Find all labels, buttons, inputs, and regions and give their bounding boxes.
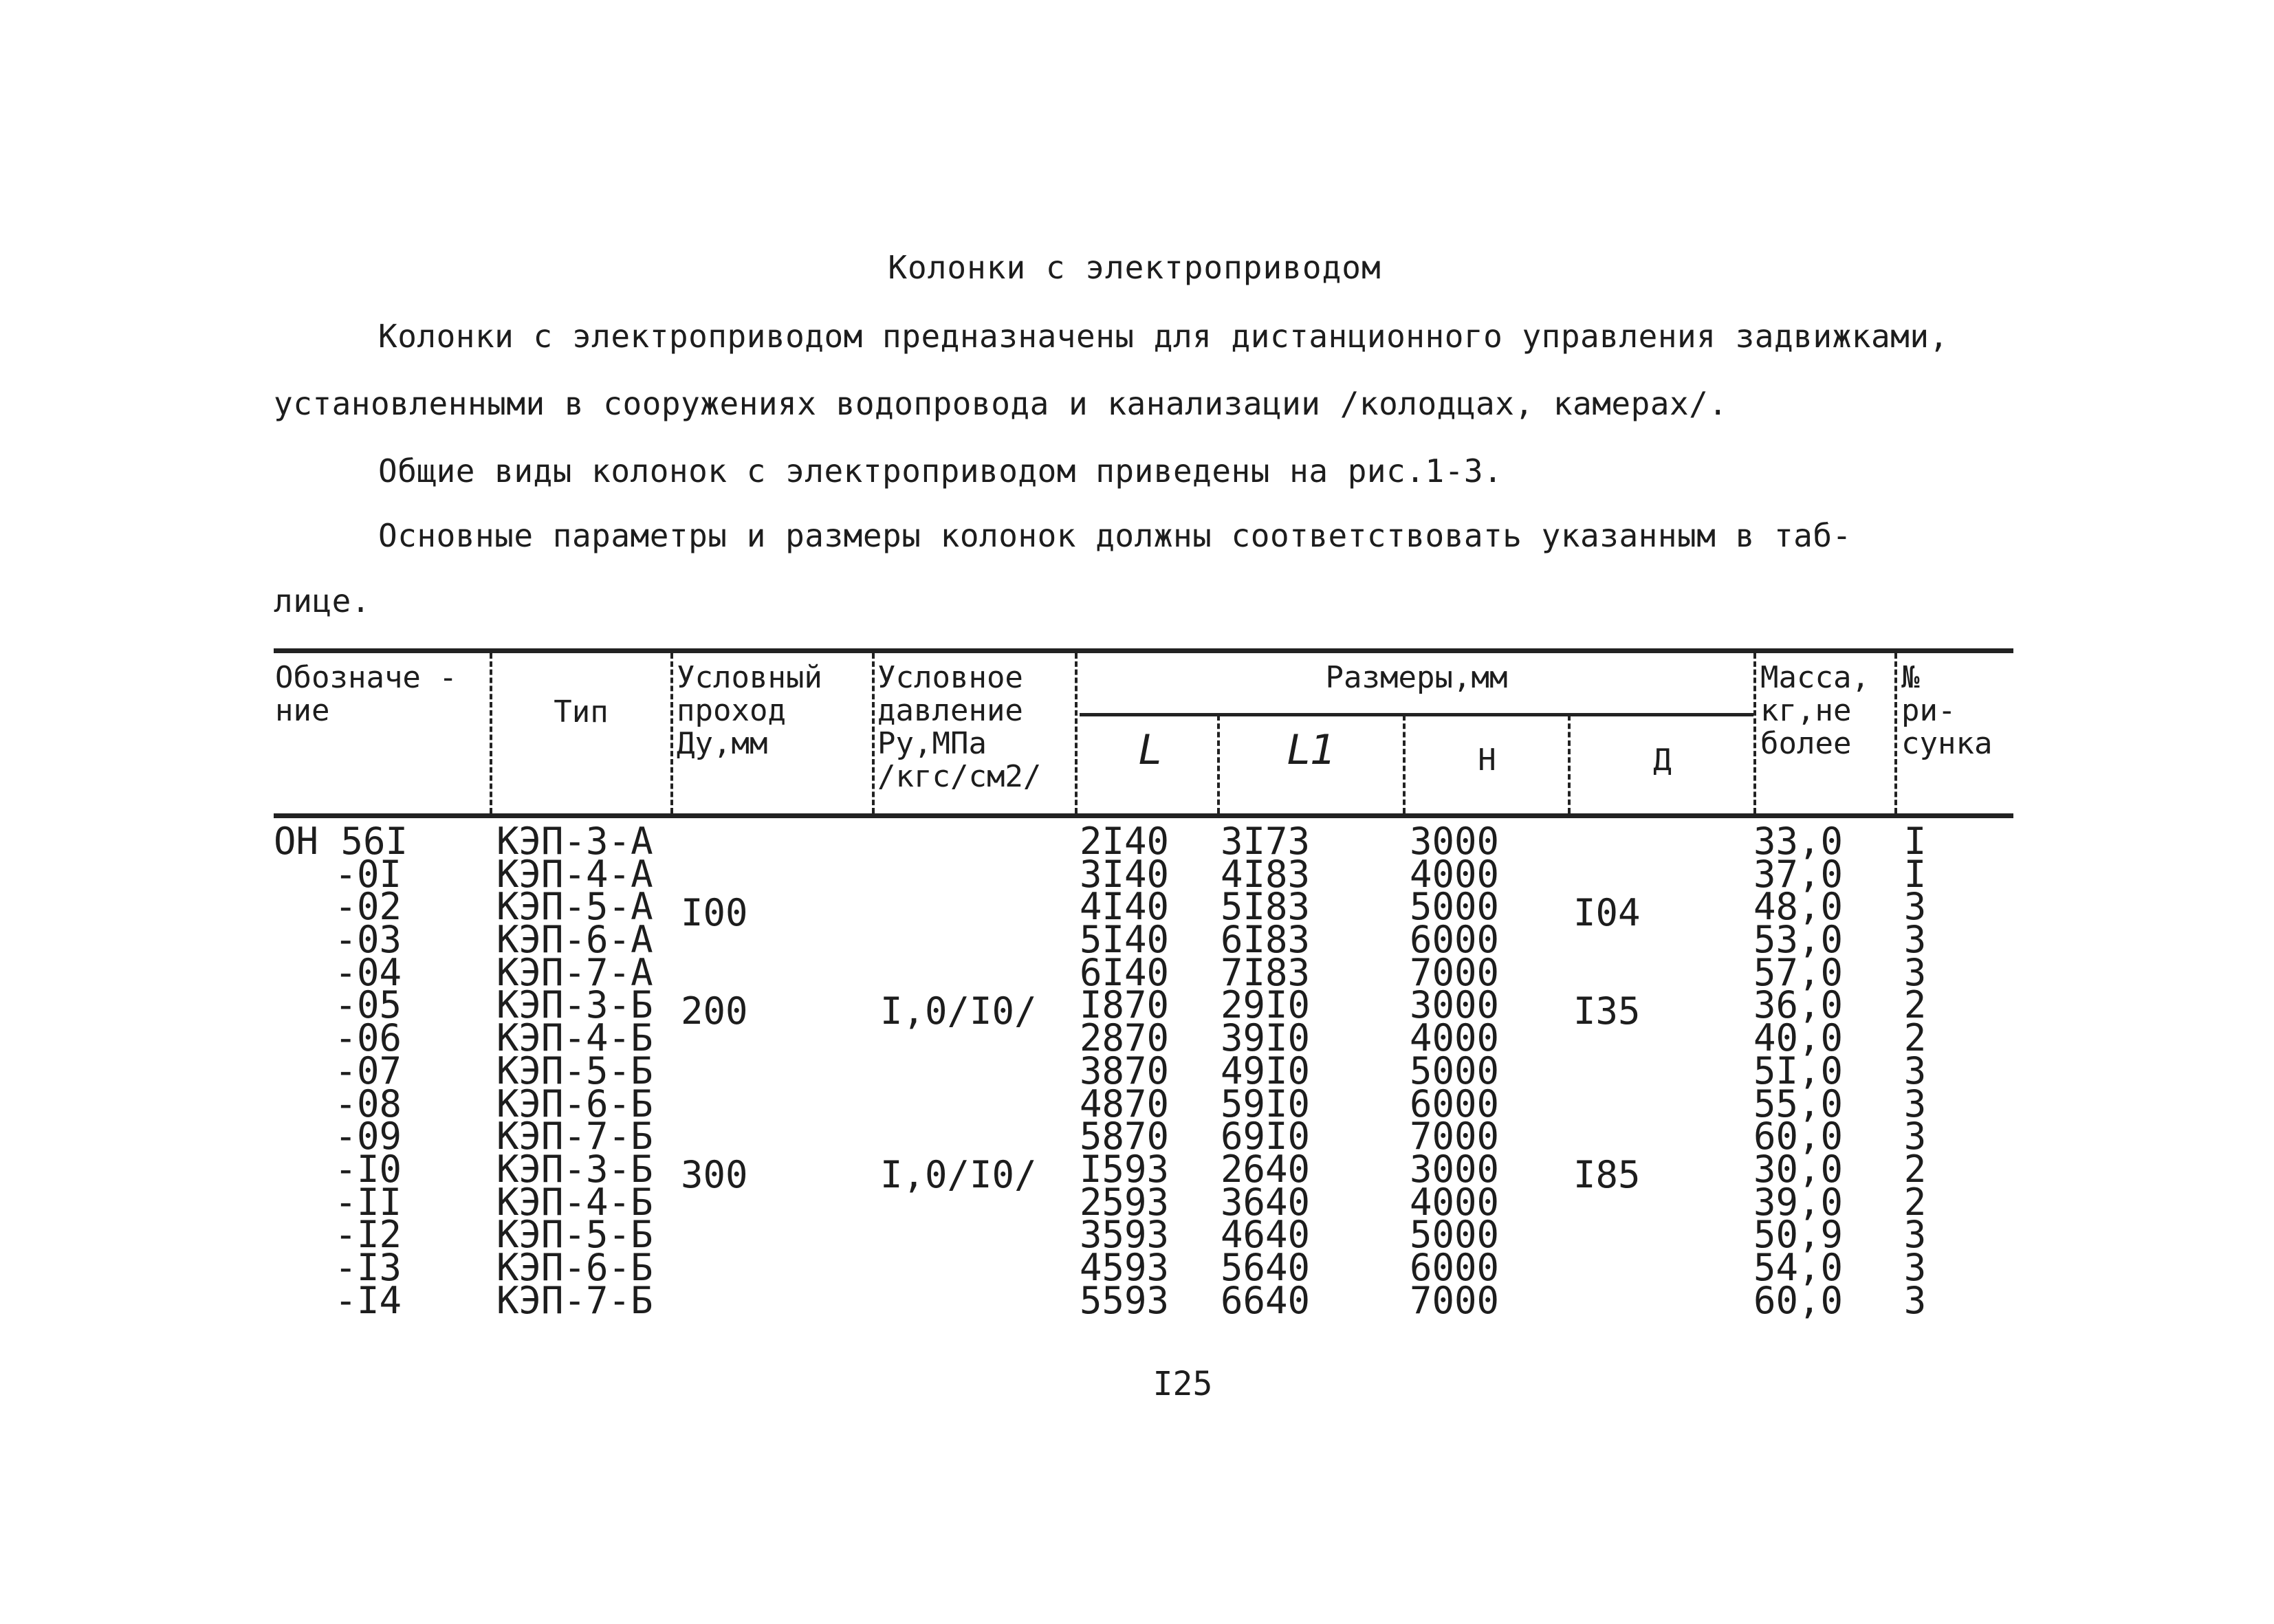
type-cell: КЭП-7-А <box>496 950 653 994</box>
diameter-value-1: I04 <box>1573 891 1641 934</box>
type-cell: КЭП-5-Б <box>496 1213 653 1257</box>
designation-cell: -I0 <box>334 1147 402 1191</box>
type-cell: КЭП-4-А <box>496 852 653 896</box>
header-nominal-bore: Условный проход Ду,мм <box>677 660 822 761</box>
mass-cell: 57,0 <box>1753 950 1843 994</box>
L1-cell: 5640 <box>1220 1245 1310 1289</box>
header-separator <box>1075 653 1078 813</box>
designation-cell: -06 <box>334 1016 402 1060</box>
header-figure: № ри- сунка <box>1901 660 1993 761</box>
H-cell: 4000 <box>1409 1016 1499 1060</box>
L1-cell: 4640 <box>1220 1213 1310 1257</box>
L1-cell: 6640 <box>1220 1278 1310 1322</box>
H-cell: 3000 <box>1409 983 1499 1027</box>
header-nominal-pressure: Условное давление Ру,МПа /кгс/см2/ <box>877 660 1042 794</box>
header-separator <box>1894 653 1897 813</box>
H-cell: 3000 <box>1409 820 1499 863</box>
L-cell: 3I40 <box>1079 852 1169 896</box>
header-designation: Обозначе - ние <box>275 660 457 728</box>
L1-cell: 6I83 <box>1220 918 1310 962</box>
figure-cell: 3 <box>1903 1245 1927 1289</box>
column-designation <box>274 820 408 1322</box>
type-cell: КЭП-6-Б <box>496 1082 653 1126</box>
figure-cell: I <box>1903 820 1927 863</box>
pressure-value-1: I,0/I0/ <box>880 989 1037 1033</box>
L1-cell: 49I0 <box>1220 1049 1310 1093</box>
mass-cell: 54,0 <box>1753 1245 1843 1289</box>
H-cell: 6000 <box>1409 1245 1499 1289</box>
column-figure <box>1894 820 1936 1322</box>
figure-cell: 3 <box>1903 918 1927 962</box>
bore-value-300: 300 <box>681 1153 748 1196</box>
L1-cell: 4I83 <box>1220 852 1310 896</box>
document-title: Колонки с электроприводом <box>888 249 1381 286</box>
paragraph-5: лице. <box>274 582 371 619</box>
column-mass <box>1747 820 1843 1322</box>
type-cell: КЭП-5-А <box>496 885 653 929</box>
designation-cell: -I2 <box>334 1213 402 1257</box>
H-cell: 6000 <box>1409 1082 1499 1126</box>
L1-cell: 3I73 <box>1220 820 1310 863</box>
pressure-value-2: I,0/I0/ <box>880 1153 1037 1196</box>
mass-cell: 40,0 <box>1753 1016 1843 1060</box>
designation-cell: -02 <box>334 885 402 929</box>
header-mass: Масса, кг,не более <box>1760 660 1870 761</box>
H-cell: 3000 <box>1409 1147 1499 1191</box>
H-cell: 7000 <box>1409 1278 1499 1322</box>
header-dim-D: Д <box>1653 743 1672 778</box>
column-H <box>1403 820 1499 1322</box>
L-cell: 2870 <box>1079 1016 1169 1060</box>
L1-cell: 7I83 <box>1220 950 1310 994</box>
designation-cell: -04 <box>334 950 402 994</box>
designation-cell: -I4 <box>334 1278 402 1322</box>
header-dimensions: Размеры,мм <box>1325 660 1508 695</box>
paragraph-1: Колонки с электроприводом предназначены для дистанционного управления задвижками, <box>378 318 1949 355</box>
figure-cell: 3 <box>1903 950 1927 994</box>
L1-cell: 29I0 <box>1220 983 1310 1027</box>
L-cell: 5I40 <box>1079 918 1169 962</box>
header-separator <box>490 653 492 813</box>
figure-cell: 2 <box>1903 1016 1927 1060</box>
paragraph-2: установленными в сооружениях водопровода и канализации /колодцах, камерах/. <box>274 385 1728 422</box>
L-cell: 6I40 <box>1079 950 1169 994</box>
H-cell: 4000 <box>1409 1180 1499 1224</box>
L1-cell: 59I0 <box>1220 1082 1310 1126</box>
designation-cell: -09 <box>334 1115 402 1159</box>
header-separator <box>1753 653 1756 813</box>
paragraph-4: Основные параметры и размеры колонок должны соответствовать указанным в таб- <box>378 517 1852 554</box>
figure-cell: 2 <box>1903 1180 1927 1224</box>
diameter-value-3: I85 <box>1573 1153 1641 1196</box>
H-cell: 4000 <box>1409 852 1499 896</box>
type-cell: КЭП-3-Б <box>496 983 653 1027</box>
H-cell: 5000 <box>1409 1049 1499 1093</box>
header-separator <box>1217 715 1220 813</box>
mass-cell: 53,0 <box>1753 918 1843 962</box>
type-cell: КЭП-7-Б <box>496 1278 653 1322</box>
header-type: Тип <box>554 694 609 729</box>
page-number: I25 <box>1152 1365 1213 1403</box>
type-cell: КЭП-3-Б <box>496 1147 653 1191</box>
column-L1 <box>1214 820 1310 1322</box>
header-separator <box>1568 715 1571 813</box>
mass-cell: 39,0 <box>1753 1180 1843 1224</box>
figure-cell: 3 <box>1903 1115 1927 1159</box>
figure-cell: 2 <box>1903 983 1927 1027</box>
mass-cell: 37,0 <box>1753 852 1843 896</box>
L1-cell: 69I0 <box>1220 1115 1310 1159</box>
bore-value-200: 200 <box>681 989 748 1033</box>
mass-cell: 33,0 <box>1753 820 1843 863</box>
figure-cell: 3 <box>1903 1213 1927 1257</box>
L1-cell: 39I0 <box>1220 1016 1310 1060</box>
type-cell: КЭП-6-Б <box>496 1245 653 1289</box>
L1-cell: 5I83 <box>1220 885 1310 929</box>
H-cell: 5000 <box>1409 1213 1499 1257</box>
L-cell: 3593 <box>1079 1213 1169 1257</box>
L-cell: 2I40 <box>1079 820 1169 863</box>
H-cell: 6000 <box>1409 918 1499 962</box>
figure-cell: 3 <box>1903 1278 1927 1322</box>
mass-cell: 55,0 <box>1753 1082 1843 1126</box>
L1-cell: 3640 <box>1220 1180 1310 1224</box>
mass-cell: 60,0 <box>1753 1278 1843 1322</box>
L-cell: 3870 <box>1079 1049 1169 1093</box>
L-cell: I870 <box>1079 983 1169 1027</box>
column-type <box>496 820 668 1322</box>
designation-cell: -08 <box>334 1082 402 1126</box>
L-cell: 4I40 <box>1079 885 1169 929</box>
header-separator <box>872 653 875 813</box>
table-top-rule <box>274 648 2013 653</box>
designation-cell: -07 <box>334 1049 402 1093</box>
header-separator <box>670 653 673 813</box>
diameter-value-2: I35 <box>1573 989 1641 1033</box>
designation-cell: -05 <box>334 983 402 1027</box>
mass-cell: 36,0 <box>1753 983 1843 1027</box>
L1-cell: 2640 <box>1220 1147 1310 1191</box>
H-cell: 5000 <box>1409 885 1499 929</box>
type-cell: КЭП-7-Б <box>496 1115 653 1159</box>
designation-cell: -0I <box>334 852 402 896</box>
figure-cell: 3 <box>1903 1049 1927 1093</box>
bore-value-100: I00 <box>681 891 748 934</box>
mass-cell: 60,0 <box>1753 1115 1843 1159</box>
header-dim-L: L <box>1138 726 1162 774</box>
H-cell: 7000 <box>1409 1115 1499 1159</box>
L-cell: 5870 <box>1079 1115 1169 1159</box>
L-cell: 5593 <box>1079 1278 1169 1322</box>
header-dim-L1: L1 <box>1287 726 1337 774</box>
figure-cell: I <box>1903 852 1927 896</box>
mass-cell: 5I,0 <box>1753 1049 1843 1093</box>
designation-cell: -03 <box>334 918 402 962</box>
type-cell: КЭП-6-А <box>496 918 653 962</box>
type-cell: КЭП-3-А <box>496 820 653 863</box>
figure-cell: 3 <box>1903 885 1927 929</box>
figure-cell: 3 <box>1903 1082 1927 1126</box>
L-cell: 4593 <box>1079 1245 1169 1289</box>
designation-cell: -I3 <box>334 1245 402 1289</box>
L-cell: 2593 <box>1079 1180 1169 1224</box>
dimensions-sub-rule <box>1080 713 1753 716</box>
mass-cell: 48,0 <box>1753 885 1843 929</box>
type-cell: КЭП-5-Б <box>496 1049 653 1093</box>
type-cell: КЭП-4-Б <box>496 1016 653 1060</box>
header-separator <box>1403 715 1406 813</box>
paragraph-3: Общие виды колонок с электроприводом приведены на рис.1-3. <box>378 452 1503 490</box>
mass-cell: 50,9 <box>1753 1213 1843 1257</box>
L-cell: 4870 <box>1079 1082 1169 1126</box>
column-L <box>1076 820 1169 1322</box>
type-cell: КЭП-4-Б <box>496 1180 653 1224</box>
table-header-bottom-rule <box>274 813 2013 818</box>
H-cell: 7000 <box>1409 950 1499 994</box>
designation-cell: ОН 56I <box>274 820 408 863</box>
designation-cell: -II <box>334 1180 402 1224</box>
L-cell: I593 <box>1079 1147 1169 1191</box>
figure-cell: 2 <box>1903 1147 1927 1191</box>
header-dim-H: Н <box>1478 743 1496 778</box>
mass-cell: 30,0 <box>1753 1147 1843 1191</box>
